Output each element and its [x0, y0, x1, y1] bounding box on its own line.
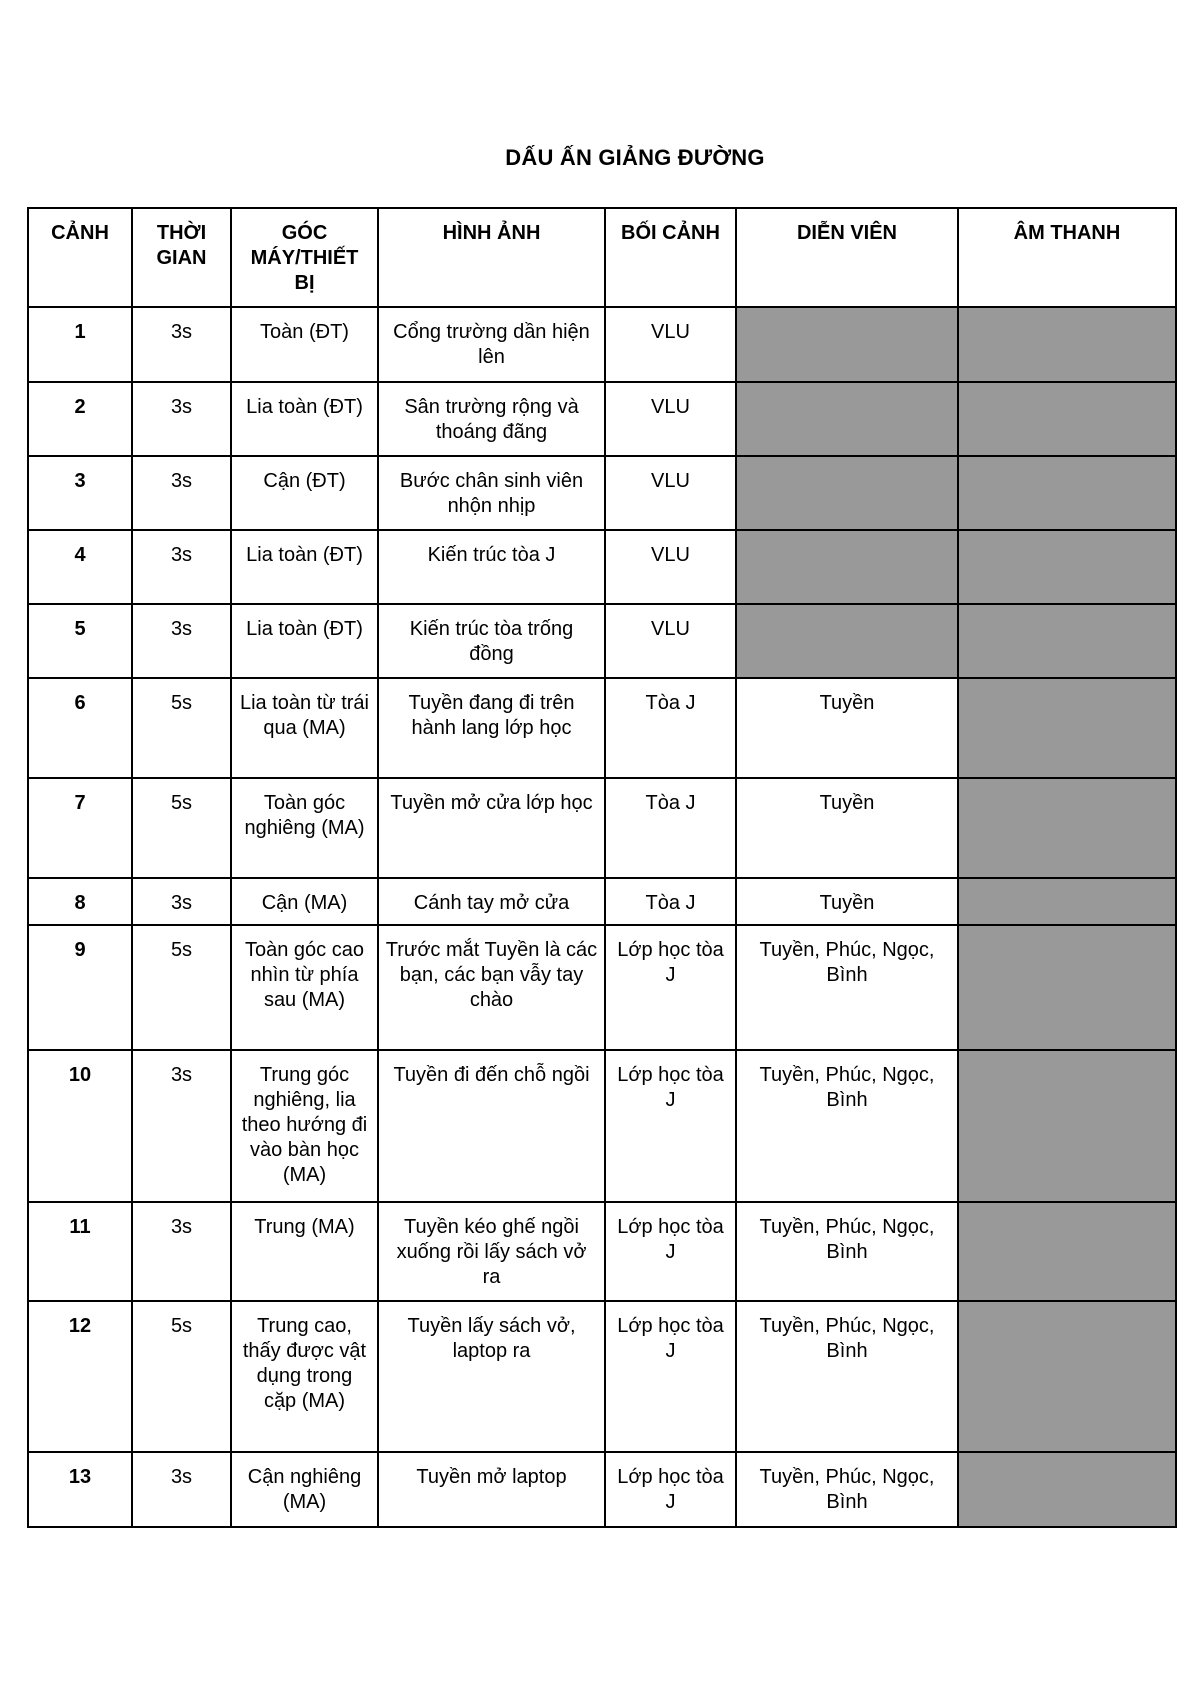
cell-image: Tuyền mở cửa lớp học — [378, 778, 605, 878]
cell-time: 3s — [132, 878, 231, 925]
table-row — [28, 878, 1176, 925]
cell-setting: Lớp học tòa J — [605, 1301, 736, 1452]
header-image: HÌNH ẢNH — [378, 208, 605, 307]
cell-actors — [736, 604, 958, 678]
cell-time: 3s — [132, 1202, 231, 1301]
header-setting: BỐI CẢNH — [605, 208, 736, 307]
cell-image: Kiến trúc tòa J — [378, 530, 605, 604]
cell-time: 3s — [132, 1050, 231, 1202]
cell-time: 5s — [132, 925, 231, 1050]
cell-sound — [958, 307, 1176, 382]
cell-image: Sân trường rộng và thoáng đãng — [378, 382, 605, 456]
cell-scene: 9 — [28, 925, 132, 1050]
cell-sound — [958, 1202, 1176, 1301]
cell-camera-angle: Trung góc nghiêng, lia theo hướng đi vào bàn học (MA) — [231, 1050, 378, 1202]
cell-setting: Tòa J — [605, 878, 736, 925]
table-row — [28, 530, 1176, 604]
cell-camera-angle: Toàn góc cao nhìn từ phía sau (MA) — [231, 925, 378, 1050]
cell-scene: 11 — [28, 1202, 132, 1301]
cell-actors: Tuyền — [736, 878, 958, 925]
cell-image: Tuyền lấy sách vở, laptop ra — [378, 1301, 605, 1452]
cell-camera-angle: Lia toàn (ĐT) — [231, 382, 378, 456]
cell-scene: 12 — [28, 1301, 132, 1452]
cell-camera-angle: Cận (ĐT) — [231, 456, 378, 530]
document-title: DẤU ẤN GIẢNG ĐƯỜNG — [505, 145, 765, 170]
cell-image: Tuyền đi đến chỗ ngồi — [378, 1050, 605, 1202]
header-row — [28, 208, 1176, 307]
cell-actors — [736, 530, 958, 604]
cell-sound — [958, 1301, 1176, 1452]
cell-time: 3s — [132, 307, 231, 382]
cell-scene: 3 — [28, 456, 132, 530]
cell-actors: Tuyền, Phúc, Ngọc, Bình — [736, 925, 958, 1050]
cell-actors: Tuyền, Phúc, Ngọc, Bình — [736, 1301, 958, 1452]
cell-actors — [736, 307, 958, 382]
header-camera-angle: GÓC MÁY/THIẾT BỊ — [231, 208, 378, 307]
cell-camera-angle: Cận (MA) — [231, 878, 378, 925]
cell-time: 3s — [132, 604, 231, 678]
cell-scene: 6 — [28, 678, 132, 778]
cell-actors: Tuyền — [736, 678, 958, 778]
table-row — [28, 925, 1176, 1050]
cell-image: Trước mắt Tuyền là các bạn, các bạn vẫy tay chào — [378, 925, 605, 1050]
cell-sound — [958, 778, 1176, 878]
cell-setting: Lớp học tòa J — [605, 1050, 736, 1202]
table-row — [28, 1452, 1176, 1527]
table-row — [28, 382, 1176, 456]
cell-scene: 8 — [28, 878, 132, 925]
cell-sound — [958, 382, 1176, 456]
cell-time: 3s — [132, 456, 231, 530]
cell-camera-angle: Cận nghiêng (MA) — [231, 1452, 378, 1527]
header-sound: ÂM THANH — [958, 208, 1176, 307]
cell-scene: 13 — [28, 1452, 132, 1527]
cell-image: Cánh tay mở cửa — [378, 878, 605, 925]
cell-actors: Tuyền, Phúc, Ngọc, Bình — [736, 1202, 958, 1301]
cell-camera-angle: Toàn góc nghiêng (MA) — [231, 778, 378, 878]
cell-sound — [958, 878, 1176, 925]
cell-time: 3s — [132, 530, 231, 604]
table-body — [28, 307, 1176, 1527]
cell-image: Bước chân sinh viên nhộn nhịp — [378, 456, 605, 530]
cell-setting: Lớp học tòa J — [605, 925, 736, 1050]
cell-actors: Tuyền, Phúc, Ngọc, Bình — [736, 1050, 958, 1202]
cell-setting: Lớp học tòa J — [605, 1452, 736, 1527]
table-row — [28, 1202, 1176, 1301]
cell-camera-angle: Trung cao, thấy được vật dụng trong cặp (MA) — [231, 1301, 378, 1452]
table-row — [28, 456, 1176, 530]
cell-scene: 10 — [28, 1050, 132, 1202]
cell-time: 5s — [132, 1301, 231, 1452]
cell-setting: VLU — [605, 307, 736, 382]
cell-time: 3s — [132, 1452, 231, 1527]
cell-time: 3s — [132, 382, 231, 456]
table-row — [28, 678, 1176, 778]
cell-camera-angle: Toàn (ĐT) — [231, 307, 378, 382]
table-row — [28, 604, 1176, 678]
cell-setting: VLU — [605, 604, 736, 678]
cell-actors — [736, 456, 958, 530]
header-scene: CẢNH — [28, 208, 132, 307]
cell-setting: Tòa J — [605, 678, 736, 778]
cell-image: Tuyền đang đi trên hành lang lớp học — [378, 678, 605, 778]
cell-scene: 2 — [28, 382, 132, 456]
cell-camera-angle: Lia toàn từ trái qua (MA) — [231, 678, 378, 778]
cell-image: Kiến trúc tòa trống đồng — [378, 604, 605, 678]
cell-image: Tuyền kéo ghế ngồi xuống rồi lấy sách vở ra — [378, 1202, 605, 1301]
cell-scene: 5 — [28, 604, 132, 678]
cell-camera-angle: Trung (MA) — [231, 1202, 378, 1301]
cell-sound — [958, 925, 1176, 1050]
cell-sound — [958, 456, 1176, 530]
cell-scene: 7 — [28, 778, 132, 878]
cell-camera-angle: Lia toàn (ĐT) — [231, 530, 378, 604]
cell-actors: Tuyền, Phúc, Ngọc, Bình — [736, 1452, 958, 1527]
cell-scene: 1 — [28, 307, 132, 382]
cell-scene: 4 — [28, 530, 132, 604]
cell-sound — [958, 530, 1176, 604]
cell-time: 5s — [132, 678, 231, 778]
cell-camera-angle: Lia toàn (ĐT) — [231, 604, 378, 678]
cell-sound — [958, 1452, 1176, 1527]
cell-image: Cổng trường dần hiện lên — [378, 307, 605, 382]
cell-setting: VLU — [605, 530, 736, 604]
cell-actors — [736, 382, 958, 456]
cell-setting: Lớp học tòa J — [605, 1202, 736, 1301]
header-actors: DIỄN VIÊN — [736, 208, 958, 307]
cell-setting: VLU — [605, 456, 736, 530]
table-row — [28, 1301, 1176, 1452]
cell-actors: Tuyền — [736, 778, 958, 878]
cell-sound — [958, 1050, 1176, 1202]
cell-setting: Tòa J — [605, 778, 736, 878]
table-row — [28, 778, 1176, 878]
cell-image: Tuyền mở laptop — [378, 1452, 605, 1527]
table-row — [28, 1050, 1176, 1202]
cell-sound — [958, 678, 1176, 778]
cell-setting: VLU — [605, 382, 736, 456]
cell-sound — [958, 604, 1176, 678]
header-time: THỜI GIAN — [132, 208, 231, 307]
storyboard-table — [27, 207, 1177, 1528]
table-row — [28, 307, 1176, 382]
cell-time: 5s — [132, 778, 231, 878]
